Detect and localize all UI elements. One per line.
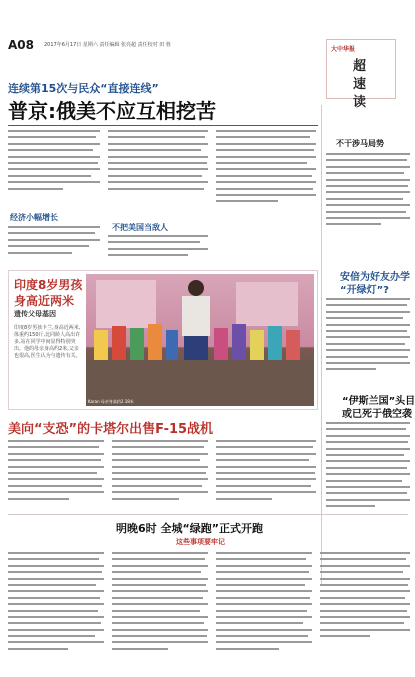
lead-headline: 普京:俄美不应互相挖苦	[8, 99, 216, 123]
bottom-body-col-4	[320, 552, 410, 670]
right-story-2-headline-2: “开绿灯”?	[340, 285, 389, 296]
lead-rule	[8, 125, 318, 126]
right-story-3-headline-2: 或已死于俄空袭	[342, 409, 412, 420]
dateline: 2017年6月17日 星期六 责任编辑 张亮超 责任校对 田 蓉	[44, 42, 171, 48]
photo-caption: 印度8岁男孩卡兰,身高近两米,体重约150斤,比同龄人高出许多,站在同学中间显得特别突出。他的母亲身高约2米,父亲也很高,医生认为与遗传有关。	[14, 325, 81, 359]
bottom-body-col-2	[112, 552, 208, 670]
brand-badge	[326, 39, 396, 110]
page-number: A08	[8, 38, 34, 52]
lead-body-col-1b	[8, 226, 100, 262]
right-story-3-body	[326, 422, 410, 520]
right-story-1-body	[326, 153, 410, 231]
photo-headline-3: 遗传父母基因	[14, 310, 56, 318]
lead-body-col-3	[216, 130, 316, 210]
right-story-1-headline: 不干涉马局势	[336, 139, 384, 148]
right-col-divider	[321, 105, 322, 585]
section-title: 超速读	[353, 59, 367, 110]
lead-body-col-2b	[108, 235, 208, 263]
photo-credit: Karan 母亲身高约2.18米	[88, 399, 134, 404]
lead-kicker: 连续第15次与民众“直接连线”	[8, 82, 159, 95]
right-story-3-headline-1: “伊斯兰国”头目	[342, 396, 415, 407]
lead-subhead-2: 不把美国当敌人	[112, 223, 168, 232]
lead-subhead-1: 经济小幅增长	[10, 213, 58, 222]
lead-body-col-2	[108, 130, 208, 205]
brand-logo: 大中华报	[331, 46, 356, 53]
f15-headline: 美向“支恐”的卡塔尔出售F-15战机	[8, 422, 214, 437]
f15-body-col-3	[216, 440, 316, 510]
f15-body-col-2	[112, 440, 208, 510]
right-story-2-body	[326, 298, 410, 376]
bottom-rule	[8, 514, 408, 515]
photo-headline-1: 印度8岁男孩	[14, 278, 83, 292]
photo-image	[86, 274, 314, 406]
bottom-subhead: 这些事项要牢记	[176, 538, 225, 546]
bottom-body-col-3	[216, 552, 312, 670]
bottom-headline: 明晚6时 全城“绿跑”正式开跑	[116, 522, 263, 535]
right-story-2-headline-1: 安倍为好友办学	[340, 272, 410, 283]
photo-headline-2: 身高近两米	[14, 294, 75, 308]
lead-body-col-1	[8, 130, 100, 208]
bottom-body-col-1	[8, 552, 104, 670]
f15-body-col-1	[8, 440, 104, 510]
